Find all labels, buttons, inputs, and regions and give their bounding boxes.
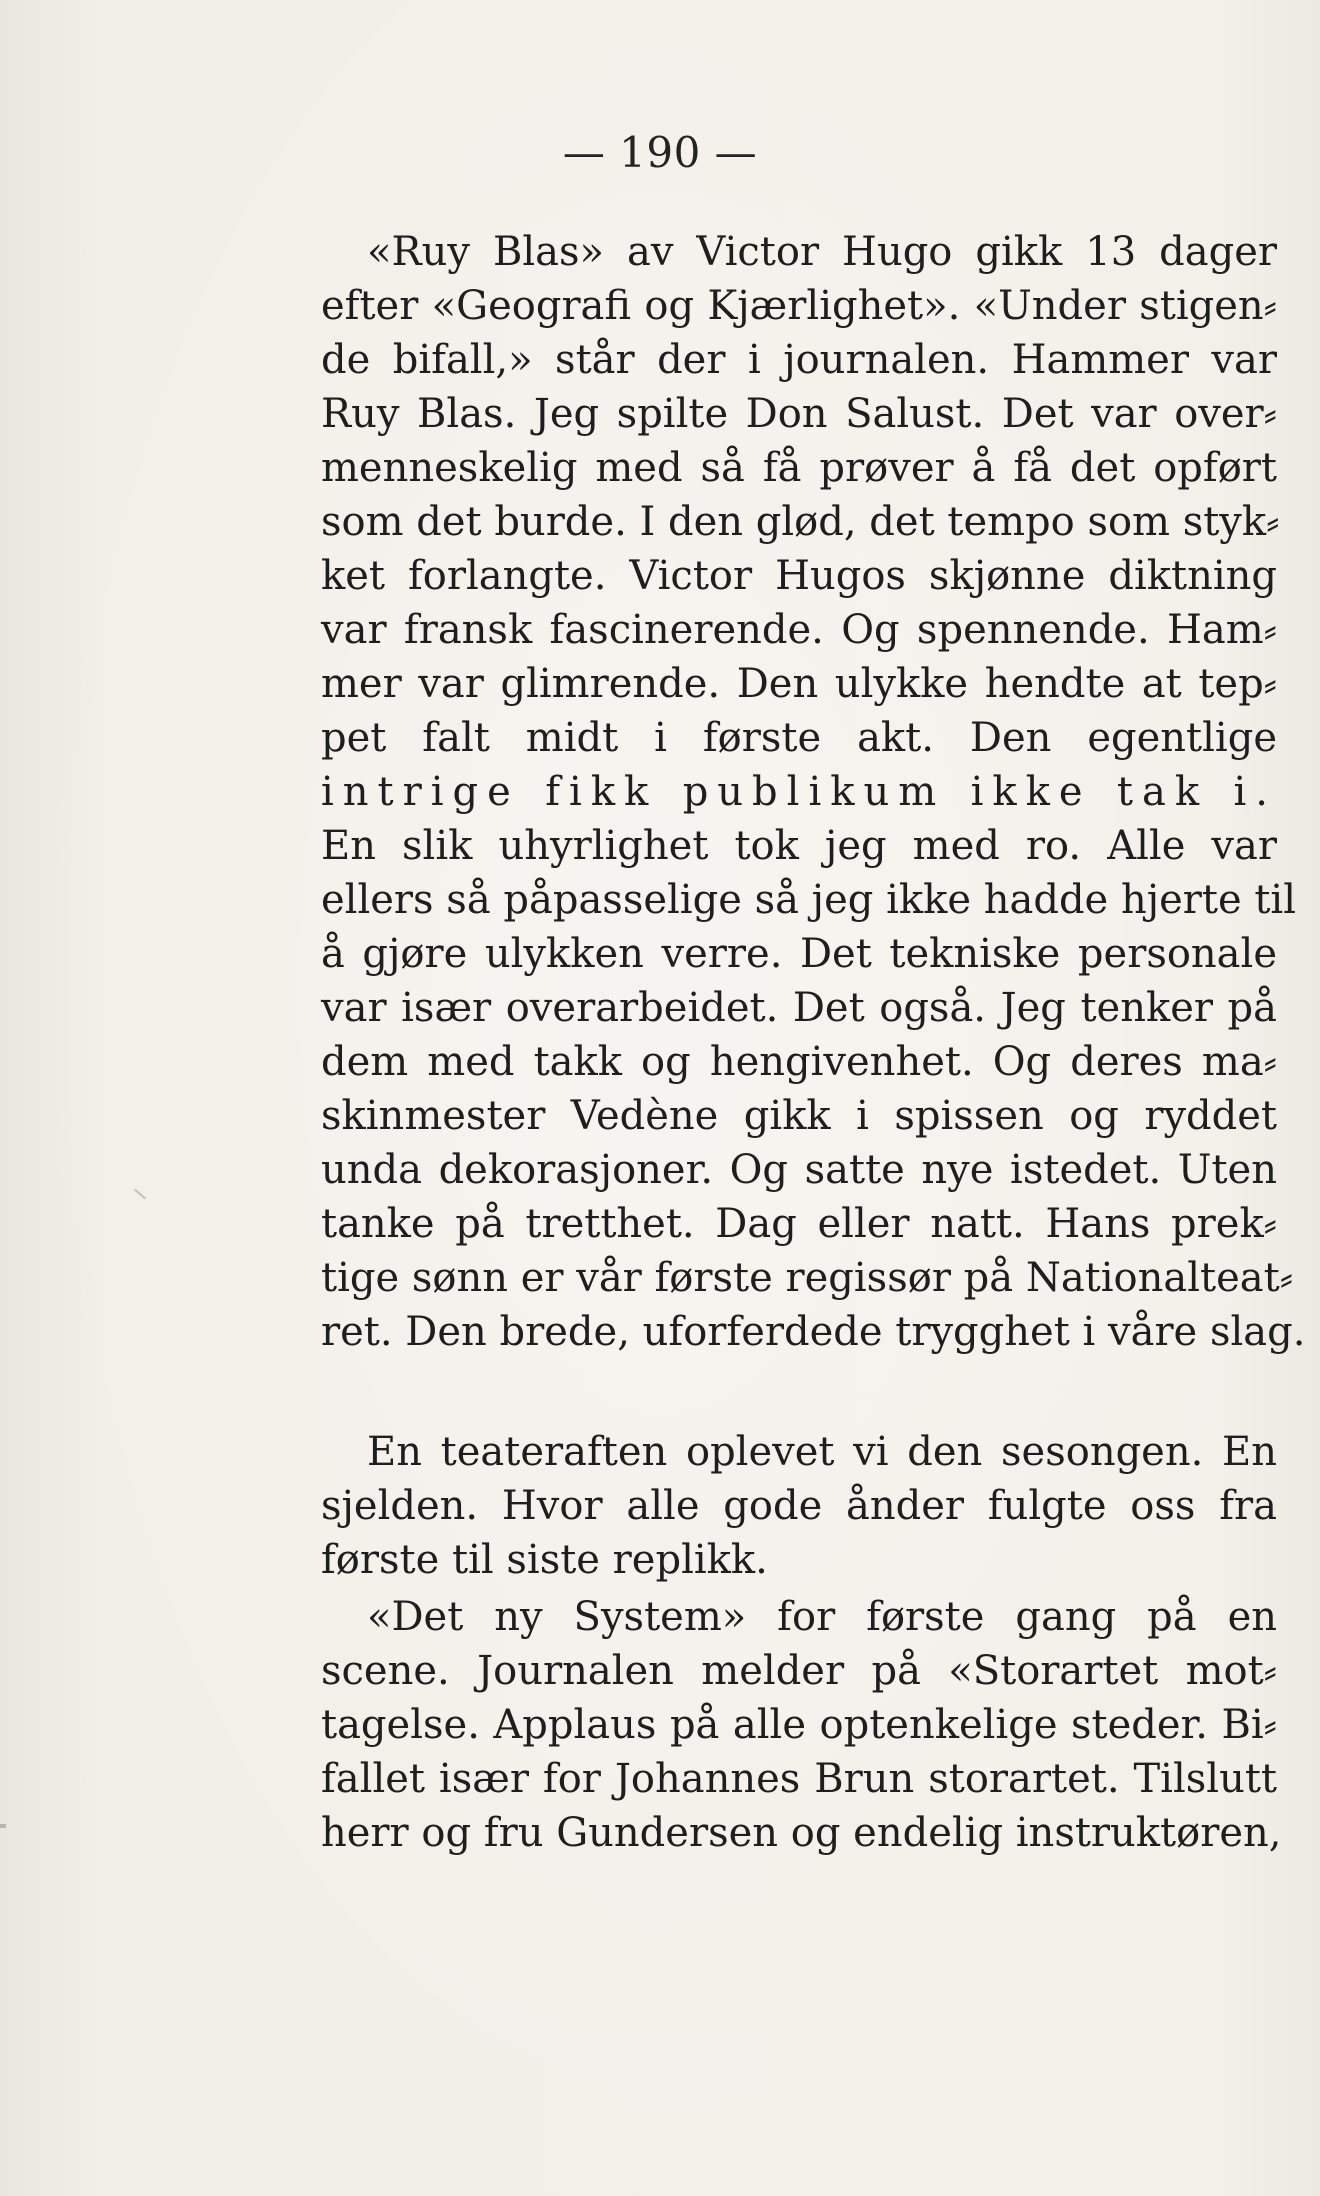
scan-mark [0,1824,6,1828]
page-number: — 190 — [562,128,758,177]
text-line: tagelse. Applaus på alle optenkelige steder. Bi⸗ [321,1702,1277,1748]
text-line: scene. Journalen melder på «Storartet mot⸗ [321,1648,1277,1694]
text-line: «Det ny System» for første gang på en [367,1594,1277,1640]
text-line: En teateraften oplevet vi den sesongen. En [367,1429,1277,1475]
text-line: som det burde. I den glød, det tempo som styk⸗ [321,499,1280,545]
text-line: skinmester Vedène gikk i spissen og ryddet [321,1093,1277,1139]
text-line-spaced: intrige fikk publikum ikke tak i. [321,769,1277,815]
paragraph-1 [321,225,1306,1365]
text-line: sjelden. Hvor alle gode ånder fulgte oss fra [321,1483,1277,1529]
text-line: var især overarbeidet. Det også. Jeg tenker på [321,985,1277,1031]
text-line: ret. Den brede, uforferdede trygghet i våre slag. [321,1309,1306,1355]
text-line: de bifall,» står der i journalen. Hammer var [321,337,1277,383]
text-line: ellers så påpasselige så jeg ikke hadde hjerte til [321,877,1297,923]
text-line: mer var glimrende. Den ulykke hendte at tep⸗ [321,661,1277,707]
text-line: fallet især for Johannes Brun storartet. Tilslutt [321,1756,1277,1802]
text-line: å gjøre ulykken verre. Det tekniske personale [321,931,1277,977]
scan-mark [134,1189,146,1200]
text-line: første til siste replikk. [321,1537,768,1583]
text-line: ket forlangte. Victor Hugos skjønne diktning [321,553,1277,599]
text-line: menneskelig med så få prøver å få det opført [321,445,1277,491]
text-line: Ruy Blas. Jeg spilte Don Salust. Det var over⸗ [321,391,1277,437]
paragraph-3 [321,1590,1282,1860]
text-line: tanke på tretthet. Dag eller natt. Hans prek⸗ [321,1201,1277,1247]
text-line: tige sønn er vår første regissør på Nationalteat⸗ [321,1255,1294,1301]
text-line: «Ruy Blas» av Victor Hugo gikk 13 dager [367,229,1277,275]
text-line: herr og fru Gundersen og endelig instruktøren, [321,1810,1282,1856]
text-line: efter «Geografi og Kjærlighet». «Under stigen⸗ [321,283,1277,329]
text-line: unda dekorasjoner. Og satte nye istedet. Uten [321,1147,1277,1193]
text-line: var fransk fascinerende. Og spennende. Ham⸗ [321,607,1277,653]
text-line: En slik uhyrlighet tok jeg med ro. Alle var [321,823,1277,869]
text-line: pet falt midt i første akt. Den egentlige [321,715,1277,761]
paragraph-2 [321,1425,1277,1587]
text-line: dem med takk og hengivenhet. Og deres ma⸗ [321,1039,1277,1085]
